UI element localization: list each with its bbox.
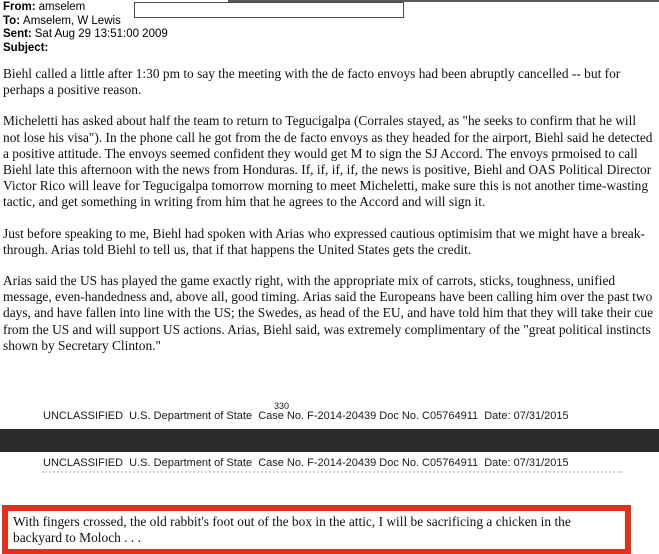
highlight-box	[2, 505, 631, 554]
header-row-sent	[3, 28, 168, 42]
classification-stamp-top: UNCLASSIFIED U.S. Department of State Case No. F-2014-20439 Doc No. C05764911 Date: 07/31/2015	[43, 410, 569, 422]
body-paragraph: Biehl called a little after 1:30 pm to say the meeting with the de facto envoys had been abruptly cancelled -- but for perhaps a positive reason.	[3, 66, 621, 98]
from-label: From:	[3, 1, 36, 13]
to-value: Amselem, W Lewis	[23, 14, 121, 27]
redaction-bar	[0, 429, 659, 452]
classification-stamp-bottom: UNCLASSIFIED U.S. Department of State Case No. F-2014-20439 Doc No. C05764911 Date: 07/31/2015	[43, 457, 569, 469]
subject-label: Subject:	[3, 41, 49, 54]
from-value: amselem	[38, 1, 86, 13]
body-paragraph: Just before speaking to me, Biehl had spoken with Arias who expressed cautious optimisim that we might have a break-through. Arias told Biehl to tell us, that if that happens the United States gets the credit.	[3, 225, 645, 257]
sent-label: Sent:	[3, 28, 32, 40]
redaction-outline-box	[134, 2, 404, 18]
to-label: To:	[3, 14, 21, 27]
scan-artifact-dashed-line	[42, 471, 622, 473]
sent-value: Sat Aug 29 13:51:00 2009	[34, 28, 168, 40]
header-row-subject	[3, 42, 168, 56]
body-paragraph: Arias said the US has played the game exactly right, with the appropriate mix of carrots, sticks, toughness, unified message, even-handedness and, above all, good timing. Arias said the Europeans have been calling him over the past two days, and have fallen into line with the US; the Swedes, as head of the EU, and have told him that they will take their cue from the US and will support US actions. Arias, Biehl said, was extremely complimentary of the "great political instincts shown by Secretary Clinton."	[3, 273, 654, 353]
page-number: 330	[274, 401, 290, 411]
body-paragraph: Micheletti has asked about half the team to return to Tegucigalpa (Corrales stayed, as "he seeks to confirm that he will not lose his visa"). In the phone call he got from the de facto envoys as they headed for the airport, Biehl said he detected a positive attitude. The envoys seemed confident they would get M to sign the SJ Accord. The envoys prmoised to call Biehl late this afternoon with the news from Honduras. If, if, if, if, the news is positive, Biehl and OAS Political Director Victor Rico will leave for Tegucigalpa tomorrow morning to meet Micheletti, make sure this is not another time-wasting tactic, and get something in writing from him that he agrees to the Accord and will sign it.	[3, 113, 653, 210]
email-body	[3, 66, 656, 369]
highlight-text: With fingers crossed, the old rabbit's foot out of the box in the attic, I will be sacrificing a chicken in the backyard to Moloch . . .	[13, 514, 571, 545]
